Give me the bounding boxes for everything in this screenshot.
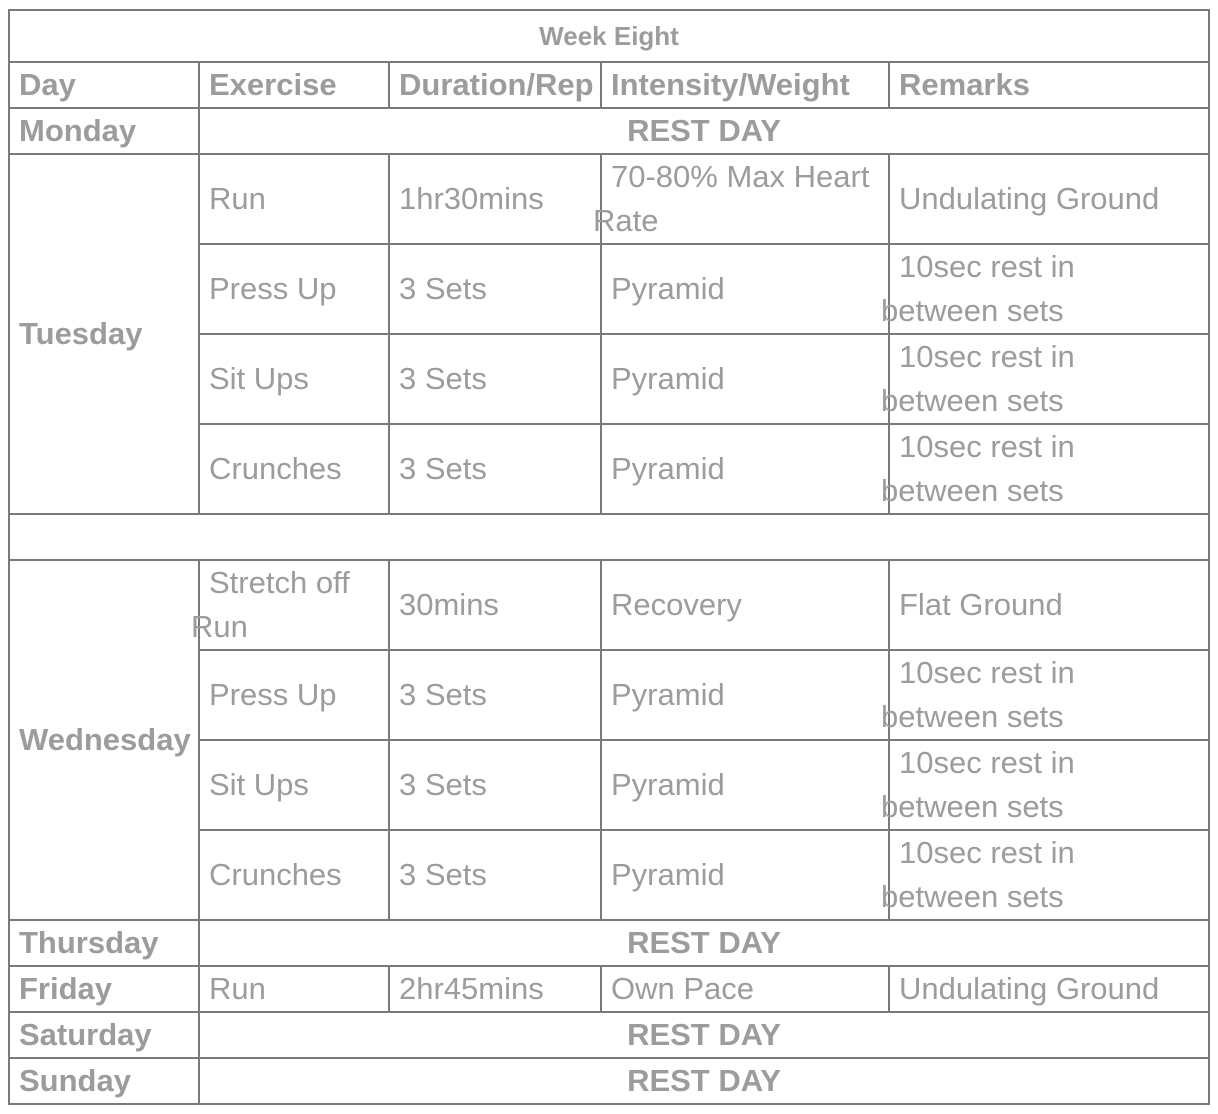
table-row	[9, 1012, 1209, 1058]
header-day: Day	[9, 62, 199, 108]
remarks-cell: 10sec rest in between sets	[889, 244, 1209, 334]
remarks-cell: 10sec rest in between sets	[889, 830, 1209, 920]
intensity-cell: Pyramid	[601, 650, 889, 740]
intensity-cell: Pyramid	[601, 244, 889, 334]
duration-cell: 3 Sets	[389, 244, 601, 334]
exercise-cell: Crunches	[199, 424, 389, 514]
day-thursday: Thursday	[9, 920, 199, 966]
table-row	[9, 108, 1209, 154]
remarks-cell: 10sec rest in between sets	[889, 424, 1209, 514]
table-row	[9, 1058, 1209, 1104]
remarks-cell: Flat Ground	[889, 560, 1209, 650]
rest-day-label: REST DAY	[199, 1058, 1209, 1104]
empty-cell	[9, 514, 1209, 560]
exercise-cell: Stretch off Run	[199, 560, 389, 650]
rest-day-label: REST DAY	[199, 1012, 1209, 1058]
day-wednesday: Wednesday	[9, 560, 199, 920]
duration-cell: 30mins	[389, 560, 601, 650]
day-tuesday: Tuesday	[9, 154, 199, 514]
table-row	[9, 966, 1209, 1012]
day-monday: Monday	[9, 108, 199, 154]
header-remarks: Remarks	[889, 62, 1209, 108]
header-duration: Duration/Rep	[389, 62, 601, 108]
day-saturday: Saturday	[9, 1012, 199, 1058]
intensity-cell: 70-80% Max Heart Rate	[601, 154, 889, 244]
remarks-cell: Undulating Ground	[889, 154, 1209, 244]
exercise-cell: Run	[199, 966, 389, 1012]
remarks-cell: 10sec rest in between sets	[889, 334, 1209, 424]
header-exercise: Exercise	[199, 62, 389, 108]
header-row	[9, 62, 1209, 108]
week-eight-table	[8, 9, 1210, 1105]
header-intensity: Intensity/Weight	[601, 62, 889, 108]
intensity-cell: Pyramid	[601, 830, 889, 920]
exercise-cell: Crunches	[199, 830, 389, 920]
remarks-cell: 10sec rest in between sets	[889, 650, 1209, 740]
spacer-row	[9, 514, 1209, 560]
duration-cell: 2hr45mins	[389, 966, 601, 1012]
exercise-cell: Run	[199, 154, 389, 244]
duration-cell: 3 Sets	[389, 740, 601, 830]
intensity-cell: Own Pace	[601, 966, 889, 1012]
schedule-container	[8, 9, 1210, 1105]
table-row	[9, 154, 1209, 244]
exercise-cell: Press Up	[199, 244, 389, 334]
remarks-cell: 10sec rest in between sets	[889, 740, 1209, 830]
duration-cell: 3 Sets	[389, 830, 601, 920]
duration-cell: 3 Sets	[389, 334, 601, 424]
exercise-cell: Press Up	[199, 650, 389, 740]
duration-cell: 3 Sets	[389, 650, 601, 740]
exercise-cell: Sit Ups	[199, 334, 389, 424]
rest-day-label: REST DAY	[199, 920, 1209, 966]
table-row	[9, 920, 1209, 966]
intensity-cell: Recovery	[601, 560, 889, 650]
table-row	[9, 560, 1209, 650]
intensity-cell: Pyramid	[601, 334, 889, 424]
exercise-cell: Sit Ups	[199, 740, 389, 830]
duration-cell: 1hr30mins	[389, 154, 601, 244]
table-title: Week Eight	[9, 10, 1209, 62]
day-sunday: Sunday	[9, 1058, 199, 1104]
intensity-cell: Pyramid	[601, 424, 889, 514]
day-friday: Friday	[9, 966, 199, 1012]
remarks-cell: Undulating Ground	[889, 966, 1209, 1012]
duration-cell: 3 Sets	[389, 424, 601, 514]
rest-day-label: REST DAY	[199, 108, 1209, 154]
intensity-cell: Pyramid	[601, 740, 889, 830]
